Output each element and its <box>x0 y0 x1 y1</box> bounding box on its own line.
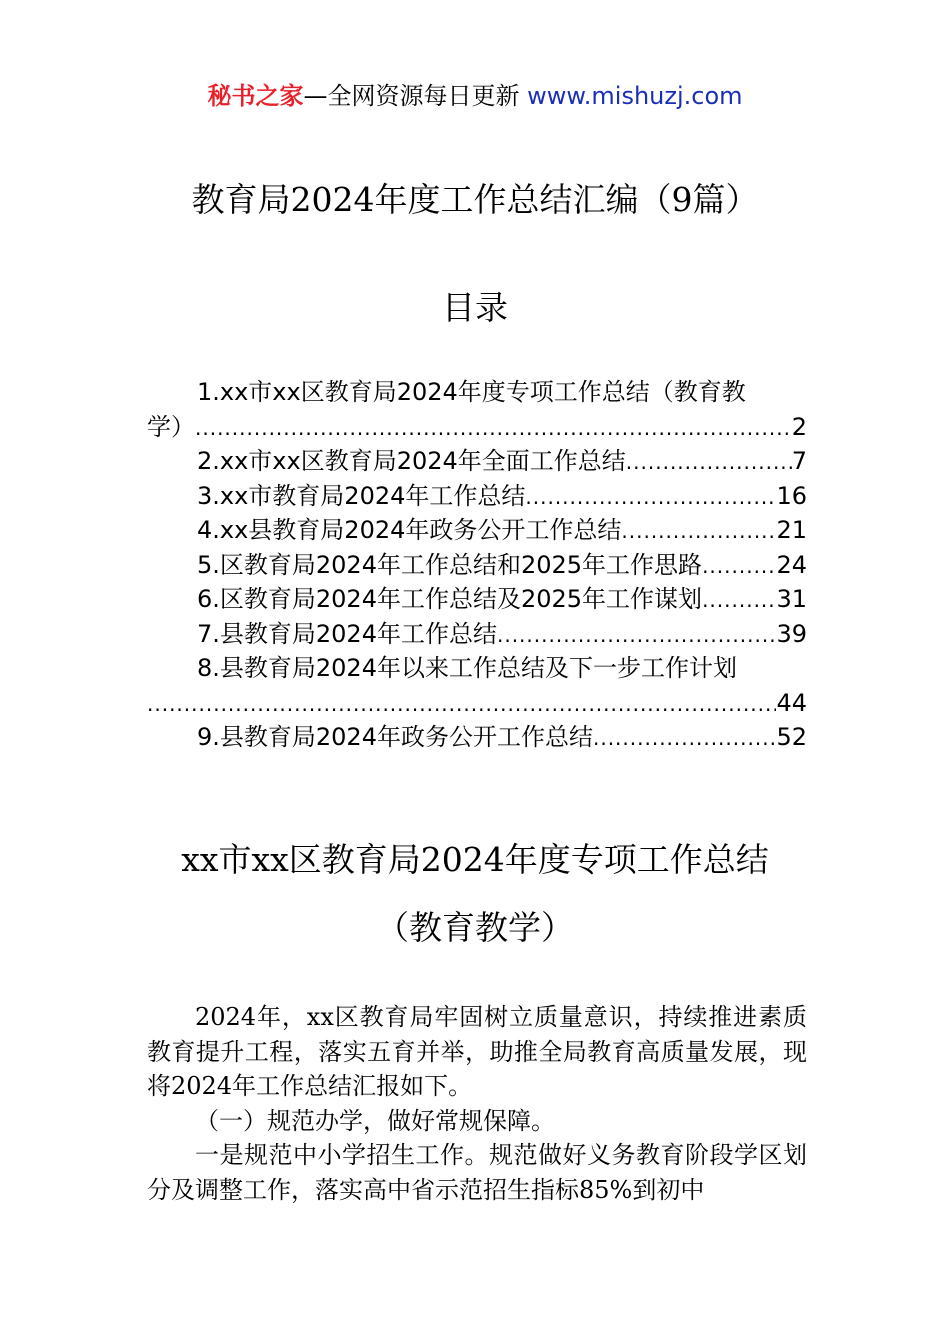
toc-leader-dots <box>621 514 776 549</box>
header-slogan: —全网资源每日更新 <box>303 82 528 110</box>
toc-entry-8[interactable] <box>147 651 807 686</box>
toc-heading: 目录 <box>442 288 508 327</box>
table-of-contents <box>147 375 807 755</box>
toc-page-number: 44 <box>776 688 807 717</box>
toc-page-number: 7 <box>791 447 807 475</box>
section-title: xx市xx区教育局2024年度专项工作总结 <box>181 840 769 879</box>
toc-entry-label: 5.区教育局2024年工作总结和2025年工作思路 <box>197 550 703 579</box>
site-header <box>0 80 950 112</box>
toc-entry-4[interactable] <box>147 513 807 548</box>
toc-entry-7[interactable] <box>147 617 807 652</box>
toc-entry-1[interactable] <box>147 375 807 410</box>
toc-entry-3[interactable] <box>147 479 807 514</box>
toc-entry-label: 8.县教育局2024年以来工作总结及下一步工作计划 <box>197 654 737 682</box>
site-url-link[interactable]: www.mishuzj.com <box>527 82 743 110</box>
body-paragraph: 2024年，xx区教育局牢固树立质量意识，持续推进素质教育提升工程，落实五育并举，助推全局教育高质量发展，现将2024年工作总结汇报如下。 <box>147 1003 807 1100</box>
toc-leader-dots <box>147 687 776 722</box>
toc-entry-label: 9.县教育局2024年政务公开工作总结 <box>197 723 593 751</box>
toc-leader-dots <box>497 618 776 653</box>
toc-entry-label: 1.xx市xx区教育局2024年度专项工作总结（教育教 <box>197 378 746 406</box>
toc-entry-label: 6.区教育局2024年工作总结及2025年工作谋划 <box>197 585 703 613</box>
toc-page-number: 21 <box>776 516 807 544</box>
toc-page-number: 16 <box>776 481 807 510</box>
toc-entry-label: 4.xx县教育局2024年政务公开工作总结 <box>197 516 622 544</box>
toc-leader-dots <box>195 411 792 446</box>
toc-leader-dots <box>702 549 776 584</box>
toc-page-number: 39 <box>776 619 807 648</box>
section-subtitle: （教育教学） <box>376 908 574 947</box>
section-body <box>147 1000 807 1207</box>
toc-entry-8-continued[interactable] <box>147 686 807 721</box>
toc-page-number: 31 <box>776 585 807 613</box>
document-title: 教育局2024年度工作总结汇编（9篇） <box>191 180 759 219</box>
toc-entry-6[interactable] <box>147 582 807 617</box>
toc-entry-9[interactable] <box>147 720 807 755</box>
body-paragraph: （一）规范办学，做好常规保障。 <box>195 1106 555 1135</box>
toc-entry-label: 7.县教育局2024年工作总结 <box>197 619 497 648</box>
body-paragraph: 一是规范中小学招生工作。规范做好义务教育阶段学区划分及调整工作，落实高中省示范招生指标85%到初中 <box>147 1141 807 1204</box>
toc-entry-label: 学） <box>147 412 195 441</box>
toc-page-number: 24 <box>776 550 807 579</box>
toc-page-number: 2 <box>791 412 807 441</box>
brand-name: 秘书之家 <box>207 82 304 110</box>
toc-entry-label: 3.xx市教育局2024年工作总结 <box>197 481 526 510</box>
toc-page-number: 52 <box>776 723 807 751</box>
toc-entry-label: 2.xx市xx区教育局2024年全面工作总结 <box>197 447 626 475</box>
toc-entry-1-continued[interactable] <box>147 410 807 445</box>
toc-entry-2[interactable] <box>147 444 807 479</box>
toc-leader-dots <box>593 721 776 756</box>
toc-leader-dots <box>525 480 776 515</box>
toc-leader-dots <box>702 583 776 618</box>
toc-leader-dots <box>626 445 792 480</box>
toc-entry-5[interactable] <box>147 548 807 583</box>
